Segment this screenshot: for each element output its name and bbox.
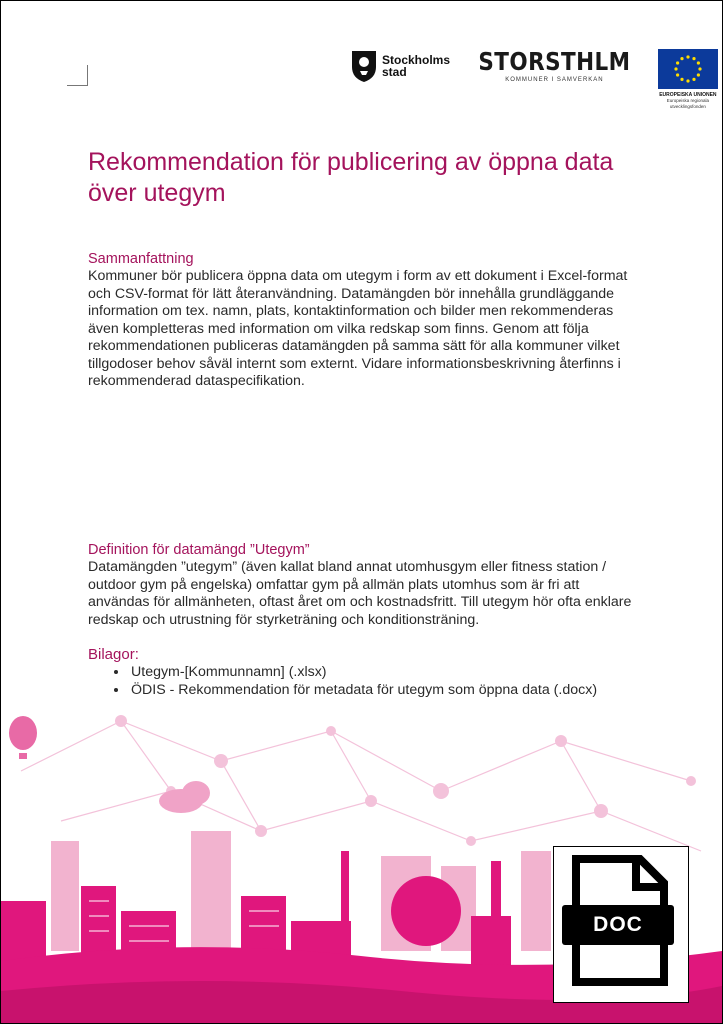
attachment-item: • ÖDIS - Rekommendation för metadata för utegym som öppna data (.docx) bbox=[129, 681, 689, 699]
eu-star-icon bbox=[697, 73, 700, 76]
hot-air-balloon-icon bbox=[9, 716, 37, 759]
eu-star-icon bbox=[680, 57, 683, 60]
eu-star-icon bbox=[686, 55, 689, 58]
eu-star-icon bbox=[686, 79, 689, 82]
stockholm-stad-logo bbox=[351, 49, 450, 83]
storsthlm-logo bbox=[466, 49, 643, 83]
eu-star-icon bbox=[692, 57, 695, 60]
corner-crop-mark bbox=[67, 65, 88, 86]
document-title: Rekommendation för publicering av öppna data över utegym bbox=[88, 148, 614, 207]
eu-star-icon bbox=[676, 73, 679, 76]
eu-title: EUROPEISKA UNIONEN bbox=[659, 92, 717, 98]
eu-flag-icon bbox=[658, 49, 718, 89]
definition-heading: Definition för datamängd ”Utegym” bbox=[88, 542, 310, 558]
eu-star-icon bbox=[698, 67, 701, 70]
attachments-list bbox=[106, 663, 689, 699]
eu-star-icon bbox=[680, 78, 683, 81]
stockholm-line2: stad bbox=[382, 65, 407, 79]
storsthlm-subtitle: KOMMUNER I SAMVERKAN bbox=[505, 77, 604, 83]
header-logos bbox=[351, 49, 719, 110]
stockholm-stad-text bbox=[382, 54, 450, 78]
summary-text: Kommuner bör publicera öppna data om utegym i form av ett dokument i Excel-format och CSV-format för lätt återanvändning. Datamängden bör innehålla grundläggande information om tex. namn, plats, kontaktinformation och bilder men rekommenderas även kompletteras med information om vilka redskap som finns. Genom att följa rekommendationen publiceras datamängden på samma sätt för alla kommuner vilket tillgodoser behov såväl internt som externt. Vidare informationsbeskrivning återfinns i rekommenderad dataspecifikation. bbox=[88, 268, 628, 389]
attachments-heading: Bilagor: bbox=[88, 646, 139, 663]
eu-star-icon bbox=[676, 61, 679, 64]
eu-star-icon bbox=[697, 61, 700, 64]
network-lines bbox=[21, 721, 701, 851]
eu-logo bbox=[657, 49, 719, 110]
stockholm-crest-icon bbox=[351, 49, 377, 83]
eu-star-icon bbox=[692, 78, 695, 81]
storsthlm-name: STORSTHLM bbox=[478, 47, 631, 76]
network-nodes bbox=[115, 715, 696, 846]
summary-heading: Sammanfattning bbox=[88, 251, 194, 267]
eu-subtitle-1: Europeiska regionala bbox=[666, 98, 710, 103]
stockholm-line1: Stockholms bbox=[382, 53, 451, 67]
eu-subtitle-2: utvecklingsfonden bbox=[669, 104, 706, 109]
doc-file-badge bbox=[553, 846, 689, 1003]
attachment-item: • Utegym-[Kommunnamn] (.xlsx) bbox=[129, 663, 689, 681]
definition-text: Datamängden ”utegym” (även kallat bland annat utomhusgym eller fitness station / outdoor gym på engelska) omfattar gym på allmän plats utomhus som är fri att användas för allmänheten, oftast året om och kostnadsfritt. Till utegym hör ofta enklare redskap och utrustning för styrketräning och konditionsträning. bbox=[88, 559, 632, 628]
eu-star-icon bbox=[674, 67, 677, 70]
doc-label: DOC bbox=[593, 913, 643, 936]
